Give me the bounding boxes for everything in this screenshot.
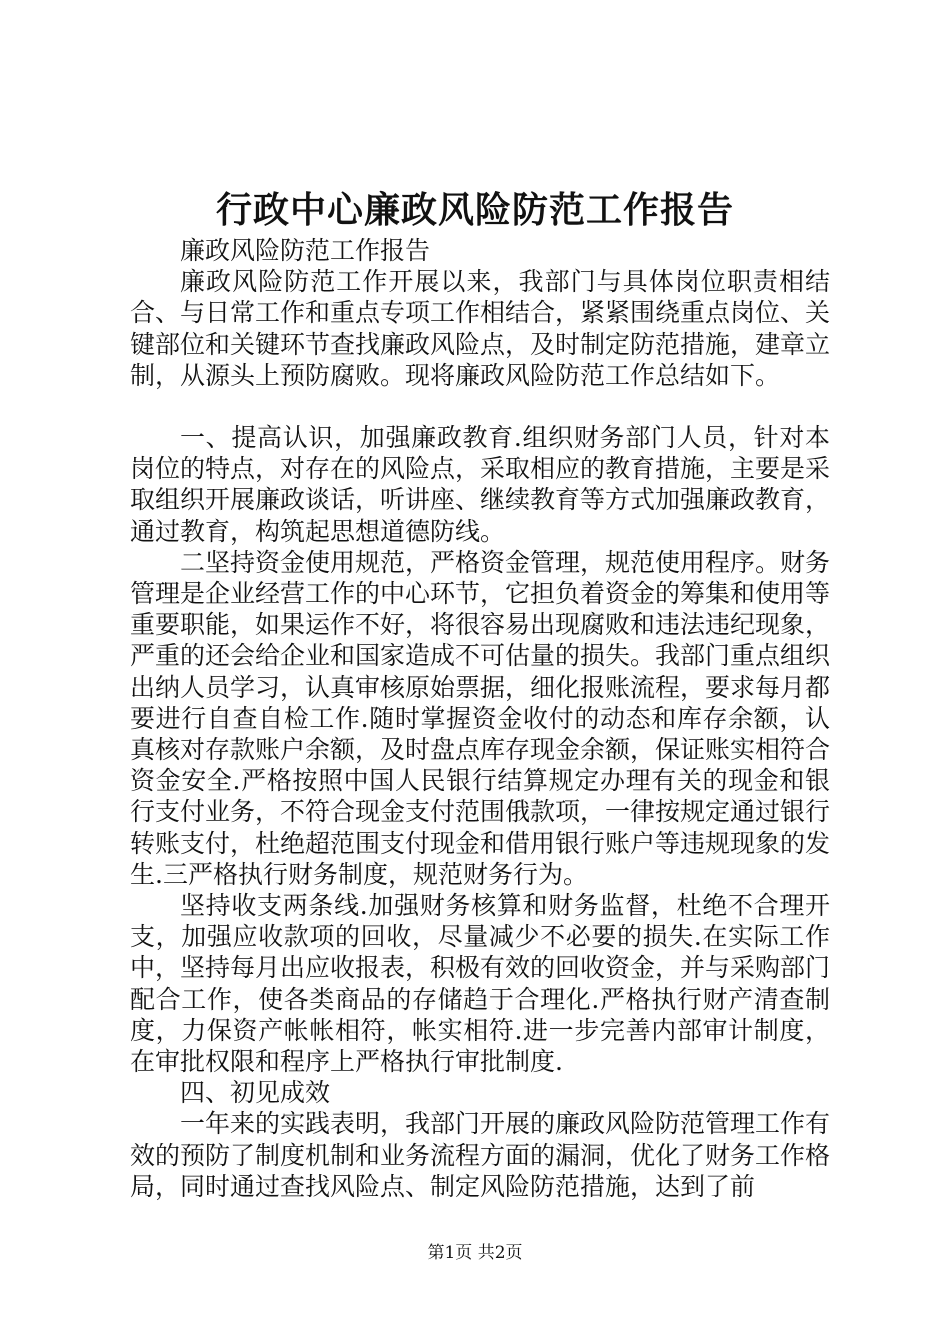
- section-four-heading: 四、初见成效: [180, 1078, 331, 1108]
- results-paragraph: 一年来的实践表明，我部门开展的廉政风险防范管理工作有效的预防了制度机制和业务流程方面的漏洞，优化了财务工作格局，同时通过查找风险点、制定风险防范措施，达到了前: [130, 1109, 831, 1201]
- intro-paragraph: 廉政风险防范工作开展以来，我部门与具体岗位职责相结合、与日常工作和重点专项工作相结合，紧紧围绕重点岗位、关键部位和关键环节查找廉政风险点，及时制定防范措施，建章立制，从源头上预防腐败。现将廉政风险防范工作总结如下。: [130, 267, 831, 390]
- document-title: 行政中心廉政风险防范工作报告: [215, 189, 734, 231]
- subtitle-paragraph: 廉政风险防范工作报告: [180, 236, 431, 265]
- page-number-footer: 第1页 共2页: [427, 1243, 523, 1263]
- section-three-paragraph: 坚持收支两条线.加强财务核算和财务监督，杜绝不合理开支，加强应收款项的回收，尽量减少不必要的损失.在实际工作中，坚持每月出应收报表，积极有效的回收资金，并与采购部门配合工作，使各类商品的存储趋于合理化.严格执行财产清查制度，力保资产帐帐相符，帐实相符.进一步完善内部审计制度，在审批权限和程序上严格执行审批制度.: [130, 891, 831, 1077]
- section-two-paragraph: 二坚持资金使用规范，严格资金管理，规范使用程序。财务管理是企业经营工作的中心环节，它担负着资金的筹集和使用等重要职能，如果运作不好，将很容易出现腐败和违法违纪现象，严重的还会给企业和国家造成不可估量的损失。我部门重点组织出纳人员学习，认真审核原始票据，细化报账流程，要求每月都要进行自查自检工作.随时掌握资金收付的动态和库存余额，认真核对存款账户余额，及时盘点库存现金余额，保证账实相符合资金安全.严格按照中国人民银行结算规定办理有关的现金和银行支付业务，不符合现金支付范围俄款项，一律按规定通过银行转账支付，杜绝超范围支付现金和借用银行账户等违规现象的发生.三严格执行财务制度，规范财务行为。: [130, 547, 831, 889]
- section-one-paragraph: 一、提高认识，加强廉政教育.组织财务部门人员，针对本岗位的特点，对存在的风险点，采取相应的教育措施，主要是采取组织开展廉政谈话，听讲座、继续教育等方式加强廉政教育，通过教育，构筑起思想道德防线。: [130, 423, 831, 546]
- document-body: [130, 235, 830, 1202]
